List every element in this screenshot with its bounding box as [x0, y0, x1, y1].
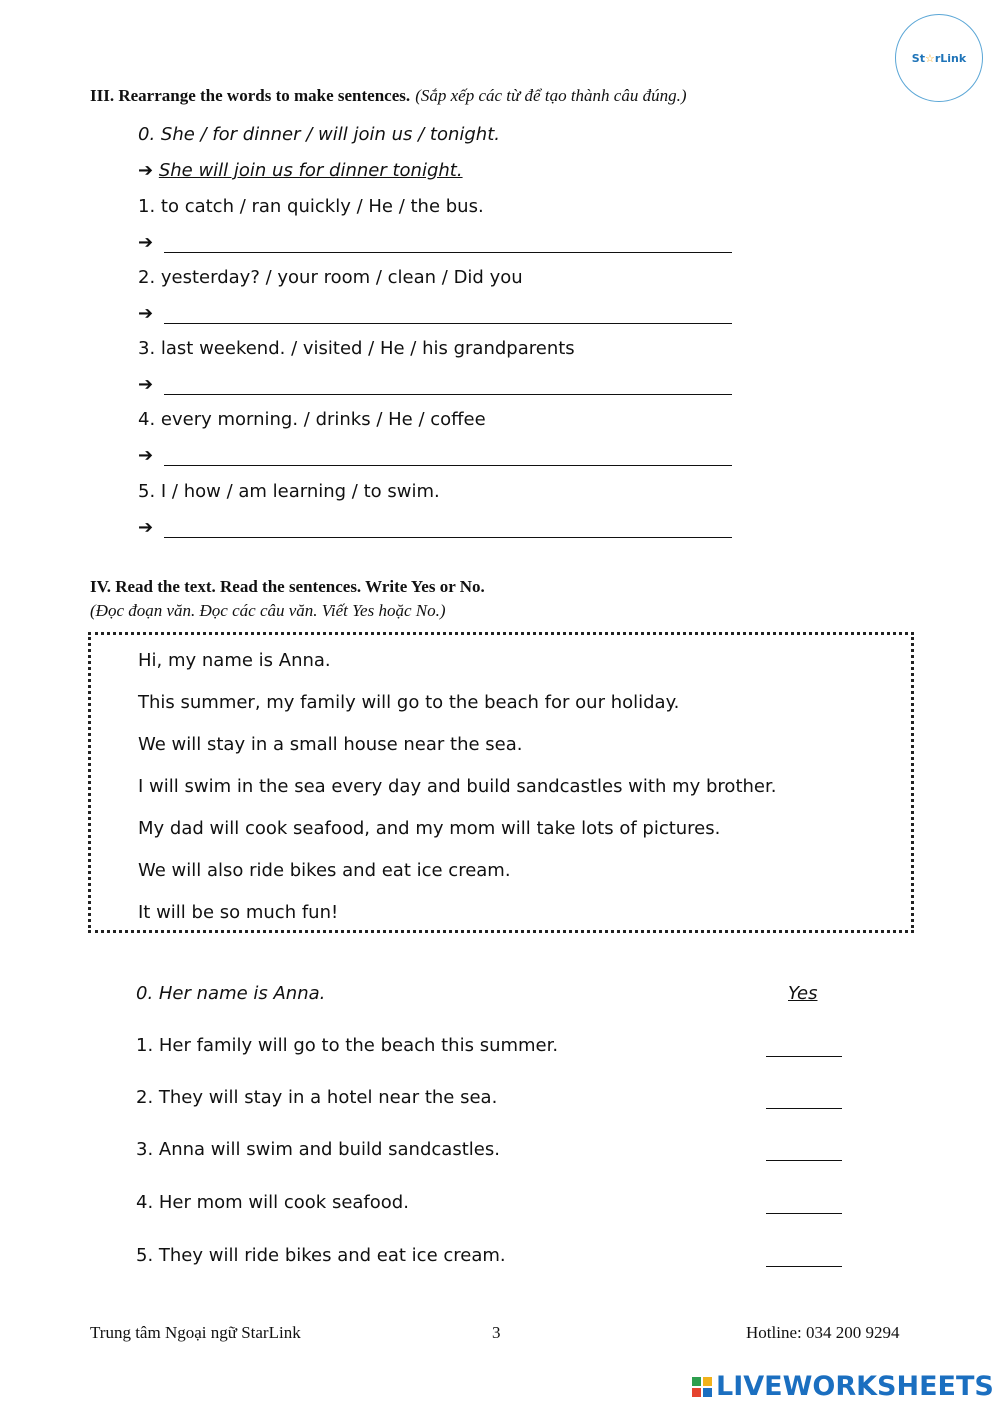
logo-text-b: rLink — [934, 51, 967, 65]
yes-no-blank-5[interactable] — [766, 1248, 842, 1267]
liveworksheets-brand[interactable] — [692, 1371, 994, 1402]
rearrange-item-3: 3. last weekend. / visited / He / his grandparents — [138, 338, 575, 359]
rearrange-item-4: 4. every morning. / drinks / He / coffee — [138, 409, 486, 430]
rearrange-item-2: 2. yesterday? / your room / clean / Did you — [138, 267, 523, 288]
answer-blank-4[interactable] — [164, 445, 732, 466]
liveworksheets-logo-icon — [692, 1377, 712, 1397]
liveworksheets-text: LIVEWORKSHEETS — [716, 1371, 994, 1402]
arrow-icon: ➔ — [138, 303, 154, 324]
passage-line: I will swim in the sea every day and build sandcastles with my brother. — [138, 776, 777, 797]
starlink-logo — [895, 14, 983, 102]
answer-row-1 — [138, 232, 732, 253]
yes-no-blank-2[interactable] — [766, 1090, 842, 1109]
rearrange-item-1: 1. to catch / ran quickly / He / the bus. — [138, 196, 484, 217]
section4-heading-vi: (Đọc đoạn văn. Đọc các câu văn. Viết Yes hoặc No.) — [90, 601, 446, 620]
passage-line: My dad will cook seafood, and my mom will take lots of pictures. — [138, 818, 721, 839]
section3-example-answer-row — [138, 160, 463, 181]
footer-page-number: 3 — [492, 1323, 501, 1342]
arrow-icon: ➔ — [138, 517, 154, 538]
answer-row-2 — [138, 303, 732, 324]
passage-line: Hi, my name is Anna. — [138, 650, 331, 671]
yes-no-blank-4[interactable] — [766, 1195, 842, 1214]
yes-no-blank-3[interactable] — [766, 1142, 842, 1161]
footer-center-name: Trung tâm Ngoại ngữ StarLink — [90, 1323, 301, 1342]
answer-blank-2[interactable] — [164, 303, 732, 324]
statement-1: 1. Her family will go to the beach this summer. — [136, 1035, 559, 1056]
passage-line: We will also ride bikes and eat ice cream. — [138, 860, 511, 881]
answer-row-5 — [138, 517, 732, 538]
section4-heading: IV. Read the text. Read the sentences. Write Yes or No. — [90, 577, 485, 596]
answer-blank-3[interactable] — [164, 374, 732, 395]
passage-line: We will stay in a small house near the sea. — [138, 734, 523, 755]
section3-title — [90, 86, 687, 106]
statement-2: 2. They will stay in a hotel near the sea. — [136, 1087, 498, 1108]
statement-4: 4. Her mom will cook seafood. — [136, 1192, 409, 1213]
arrow-icon: ➔ — [138, 232, 154, 253]
answer-row-4 — [138, 445, 732, 466]
passage-line: It will be so much fun! — [138, 902, 339, 923]
section3-heading: III. Rearrange the words to make sentences. — [90, 86, 411, 105]
section3-example-answer: She will join us for dinner tonight. — [158, 160, 463, 181]
passage-line: This summer, my family will go to the beach for our holiday. — [138, 692, 680, 713]
answer-blank-5[interactable] — [164, 517, 732, 538]
arrow-icon: ➔ — [138, 374, 154, 395]
yes-no-blank-1[interactable] — [766, 1038, 842, 1057]
statement-example-answer: Yes — [788, 983, 818, 1004]
answer-row-3 — [138, 374, 732, 395]
logo-text-a: St — [911, 51, 925, 65]
arrow-icon: ➔ — [138, 160, 154, 181]
statement-example: 0. Her name is Anna. — [136, 983, 326, 1004]
answer-blank-1[interactable] — [164, 232, 732, 253]
statement-5: 5. They will ride bikes and eat ice cream. — [136, 1245, 506, 1266]
rearrange-item-5: 5. I / how / am learning / to swim. — [138, 481, 440, 502]
footer-hotline: Hotline: 034 200 9294 — [746, 1323, 900, 1342]
arrow-icon: ➔ — [138, 445, 154, 466]
section3-heading-vi: (Sắp xếp các từ để tạo thành câu đúng.) — [415, 86, 687, 105]
star-icon: ☆ — [924, 51, 935, 65]
section3-example-question: 0. She / for dinner / will join us / tonight. — [138, 124, 500, 145]
statement-3: 3. Anna will swim and build sandcastles. — [136, 1139, 500, 1160]
